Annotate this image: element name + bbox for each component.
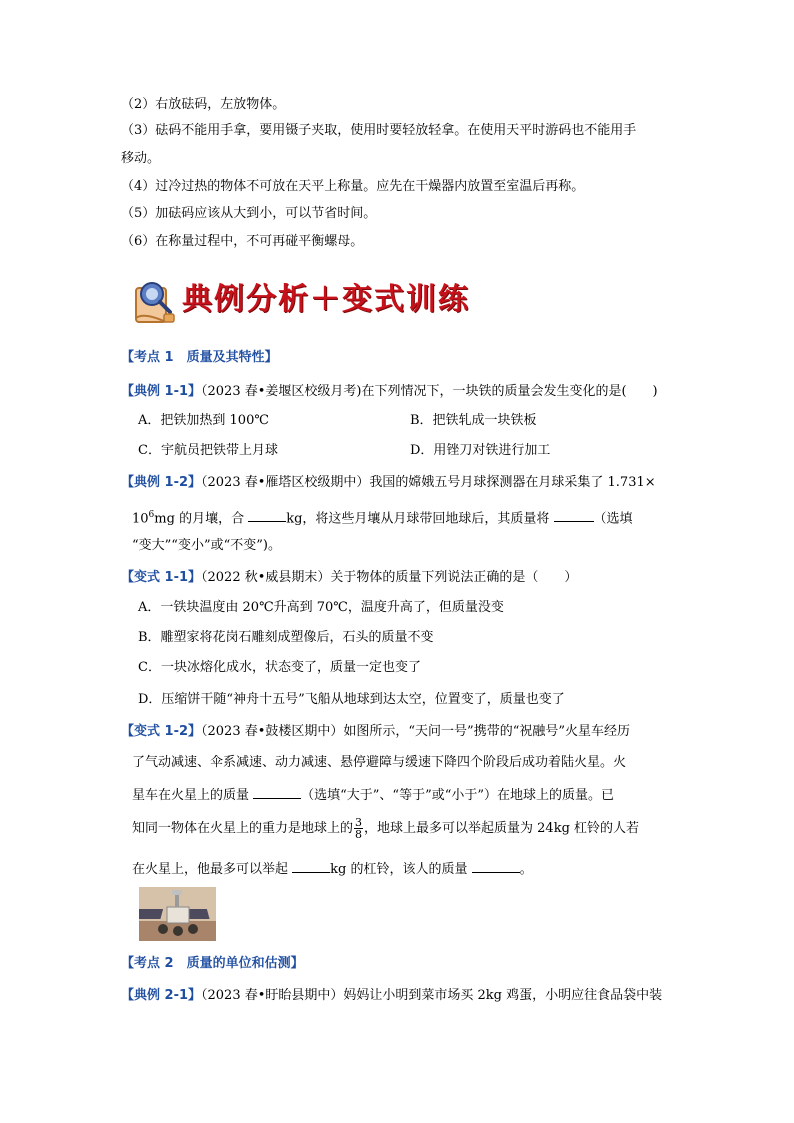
note-4: （4）过冷过热的物体不可放在天平上称量。应先在干燥器内放置至室温后再称。 — [121, 179, 585, 194]
example-1-1-stem: 【典例 1-1】（2023 春•姜堰区校级月考)在下列情况下，一块铁的质量会发生变化的是( ) — [121, 384, 658, 399]
note-3: （3）砝码不能用手拿，要用镊子夹取，使用时要轻放轻拿。在使用天平时游码也不能用手 — [121, 123, 637, 138]
option-c: C．一块冰熔化成水，状态变了，质量一定也变了 — [138, 660, 421, 675]
example-1-2-line-2: $10^6mg$ 的月壤，合 kg，将这些月壤从月球带回地球后，其质量将 （选填 — [132, 510, 633, 527]
option-b: B．把铁轧成一块铁板 — [410, 413, 537, 428]
option-d: D．用锉刀对铁进行加工 — [410, 443, 551, 458]
example-1-2-line-1: 【典例 1-2】（2023 春•雁塔区校级期中）我国的嫦娥五号月球探测器在月球采集了 1.731× — [121, 475, 656, 490]
answer-blank — [472, 859, 520, 873]
variant-1-1-stem: 【变式 1-1】（2022 秋•威县期末）关于物体的质量下列说法正确的是（ ） — [121, 570, 578, 585]
option-d: D．压缩饼干随“神舟十五号”飞船从地球到达太空，位置变了，质量也变了 — [138, 692, 565, 707]
answer-blank — [292, 859, 330, 873]
fraction: $\frac{3}{8}$ — [355, 816, 363, 841]
example-1-2-line-3: “变大”“变小”或“不变”)。 — [132, 538, 281, 553]
note-3-cont: 移动。 — [121, 151, 161, 166]
answer-blank — [248, 508, 286, 522]
mars-rover-photo — [139, 887, 216, 941]
variant-1-2-line-4: 知同一物体在火星上的重力是地球上的 $\frac{3}{8}$ ，地球上最多可以举起质量为 24kg 杠铃的人若 — [132, 816, 640, 841]
variant-1-2-line-2: 了气动减速、伞系减速、动力减速、悬停避障与缓速下降四个阶段后成功着陆火星。火 — [132, 755, 627, 770]
example-tag: 【典例 1-1】 — [121, 384, 202, 399]
variant-1-2-line-1: 【变式 1-2】（2023 春•鼓楼区期中）如图所示，“天问一号”携带的“祝融号”火星车经历 — [121, 724, 630, 739]
answer-blank — [253, 785, 301, 799]
note-5: （5）加砝码应该从大到小，可以节省时间。 — [121, 206, 377, 221]
kaodian-2-heading: 【考点 2 质量的单位和估测】 — [121, 956, 304, 971]
variant-1-2-line-3: 星车在火星上的质量 （选填“大于”、“等于”或“小于”）在地球上的质量。已 — [132, 785, 614, 805]
answer-blank — [554, 508, 594, 522]
example-2-1-stem: 【典例 2-1】（2023 春•盱眙县期中）妈妈让小明到菜市场买 2kg 鸡蛋，小明应往食品袋中装 — [121, 988, 663, 1003]
example-tag: 【典例 1-2】 — [121, 475, 202, 490]
variant-tag: 【变式 1-2】 — [121, 724, 202, 739]
option-a: A．一铁块温度由 20℃升高到 70℃，温度升高了，但质量没变 — [138, 600, 504, 615]
example-tag: 【典例 2-1】 — [121, 988, 202, 1003]
variant-1-2-line-5: 在火星上，他最多可以举起 kg 的杠铃，该人的质量 。 — [132, 859, 533, 879]
note-2: （2）右放砝码，左放物体。 — [121, 97, 286, 112]
option-b: B．雕塑家将花岗石雕刻成塑像后，石头的质量不变 — [138, 630, 434, 645]
note-6: （6）在称量过程中，不可再碰平衡螺母。 — [121, 234, 364, 249]
kaodian-1-heading: 【考点 1 质量及其特性】 — [121, 350, 278, 365]
option-c: C．宇航员把铁带上月球 — [138, 443, 278, 458]
section-banner — [130, 274, 470, 326]
option-a: A．把铁加热到 100℃ — [138, 413, 269, 428]
variant-tag: 【变式 1-1】 — [121, 570, 202, 585]
banner-title: 典例分析＋变式训练 — [182, 282, 470, 317]
scroll-magnifier-icon — [130, 274, 180, 326]
